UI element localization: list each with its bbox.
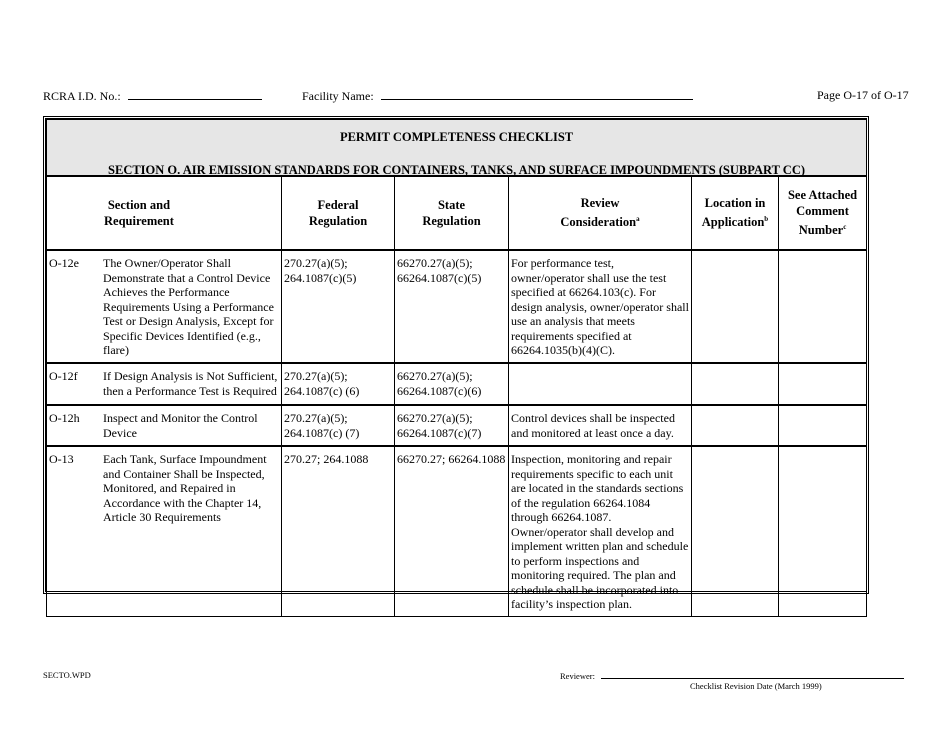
- col-header-section-line2: Requirement: [104, 214, 174, 228]
- checklist-title: PERMIT COMPLETENESS CHECKLIST: [339, 130, 574, 144]
- requirement-text: The Owner/Operator Shall Demonstrate that a Control Device Achieves the Performance Requirements Using a Performance Test or Design Analysis, Except for Specific Devices Identified (e.g., flare): [103, 256, 274, 357]
- checklist-frame: [43, 116, 869, 611]
- col-header-review-line1: Review: [580, 196, 620, 211]
- federal-regulation-cell: 270.27; 264.1088: [282, 446, 395, 616]
- section-id: O-12h: [49, 411, 80, 425]
- footnote-marker-b: b: [764, 215, 769, 224]
- col-header-federal-line2: Regulation: [308, 214, 368, 228]
- location-in-application-cell[interactable]: [692, 363, 779, 405]
- reviewer-label: Reviewer:: [560, 671, 595, 681]
- rcra-id-label: RCRA I.D. No.:: [43, 89, 121, 103]
- table-row: [47, 405, 867, 446]
- review-consideration-cell: [509, 363, 692, 405]
- section-id: O-12f: [49, 369, 78, 383]
- rcra-id-blank[interactable]: [128, 88, 262, 100]
- federal-regulation-cell: 270.27(a)(5); 264.1087(c)(5): [282, 250, 395, 363]
- comment-number-cell[interactable]: [779, 250, 867, 363]
- rcra-id-field: [43, 88, 262, 104]
- state-regulation-cell: 66270.27; 66264.1088: [395, 446, 509, 616]
- col-header-section-line1: Section and: [107, 198, 171, 212]
- state-regulation-cell: 66270.27(a)(5); 66264.1087(c)(7): [395, 405, 509, 446]
- facility-name-field: [302, 88, 693, 104]
- section-id: O-12e: [49, 256, 79, 270]
- col-header-review-line2: Consideration: [560, 215, 637, 230]
- table-row: [47, 363, 867, 405]
- col-header-section: [47, 176, 282, 250]
- page-number: Page O-17 of O-17: [817, 88, 909, 102]
- review-consideration-cell: For performance test, owner/operator shall use the test specified at 66264.103(c). For design analysis, owner/operator shall use an analysis that meets requirements specified at 66264.1035(b)(4)(C).: [509, 250, 692, 363]
- col-header-location-line1: Location in: [704, 196, 766, 211]
- federal-regulation-cell: 270.27(a)(5); 264.1087(c) (7): [282, 405, 395, 446]
- facility-name-label: Facility Name:: [302, 89, 374, 103]
- col-header-state: [395, 176, 509, 250]
- col-header-federal-line1: Federal: [317, 198, 359, 212]
- col-header-federal: [282, 176, 395, 250]
- reviewer-blank[interactable]: [601, 670, 904, 679]
- comment-number-cell[interactable]: [779, 363, 867, 405]
- comment-number-cell[interactable]: [779, 405, 867, 446]
- section-requirement-cell: [47, 363, 282, 405]
- col-header-location-line2: Application: [701, 215, 765, 230]
- review-consideration-cell: Control devices shall be inspected and monitored at least once a day.: [509, 405, 692, 446]
- col-header-comment: [779, 176, 867, 250]
- col-header-comment-line2: Comment: [796, 204, 849, 219]
- reviewer-field: [560, 670, 904, 681]
- file-name: SECTO.WPD: [43, 670, 91, 680]
- col-header-location: [692, 176, 779, 250]
- checklist-title-bar: [47, 120, 867, 177]
- col-header-comment-line3: Number: [798, 223, 844, 238]
- location-in-application-cell[interactable]: [692, 250, 779, 363]
- facility-name-blank[interactable]: [381, 88, 693, 100]
- federal-regulation-cell: 270.27(a)(5); 264.1087(c) (6): [282, 363, 395, 405]
- section-requirement-cell: [47, 250, 282, 363]
- state-regulation-cell: 66270.27(a)(5); 66264.1087(c)(6): [395, 363, 509, 405]
- requirement-text: Inspect and Monitor the Control Device: [103, 411, 258, 440]
- col-header-comment-line1: See Attached: [787, 188, 858, 203]
- col-header-state-line2: Regulation: [422, 214, 481, 228]
- section-requirement-cell: [47, 405, 282, 446]
- requirement-text: If Design Analysis is Not Sufficient, then a Performance Test is Required: [103, 369, 278, 398]
- comment-number-cell[interactable]: [779, 446, 867, 616]
- section-id: O-13: [49, 452, 74, 466]
- state-regulation-cell: 66270.27(a)(5); 66264.1087(c)(5): [395, 250, 509, 363]
- location-in-application-cell[interactable]: [692, 446, 779, 616]
- table-row: [47, 446, 867, 616]
- col-header-review: [509, 176, 692, 250]
- col-header-state-line1: State: [437, 198, 466, 212]
- section-title: SECTION O. AIR EMISSION STANDARDS FOR CONTAINERS, TANKS, AND SURFACE IMPOUNDMENTS (SUBPART CC): [108, 163, 806, 177]
- section-requirement-cell: [47, 446, 282, 616]
- footnote-marker-c: c: [843, 223, 847, 232]
- location-in-application-cell[interactable]: [692, 405, 779, 446]
- revision-date: Checklist Revision Date (March 1999): [690, 681, 822, 691]
- table-row: [47, 250, 867, 363]
- checklist-table: [46, 119, 867, 617]
- review-consideration-cell: Inspection, monitoring and repair requirements specific to each unit are located in the standards sections of the regulation 66264.1084 through 66264.1087. Owner/operator shall develop and implement written plan and schedule to perform inspections and monitoring required. The plan and schedule shall be incorporated into facility’s inspection plan.: [509, 446, 692, 616]
- footnote-marker-a: a: [636, 215, 640, 224]
- requirement-text: Each Tank, Surface Impoundment and Container Shall be Inspected, Monitored, and Repaired in Accordance with the Chapter 14, Article 30 Requirements: [103, 452, 267, 524]
